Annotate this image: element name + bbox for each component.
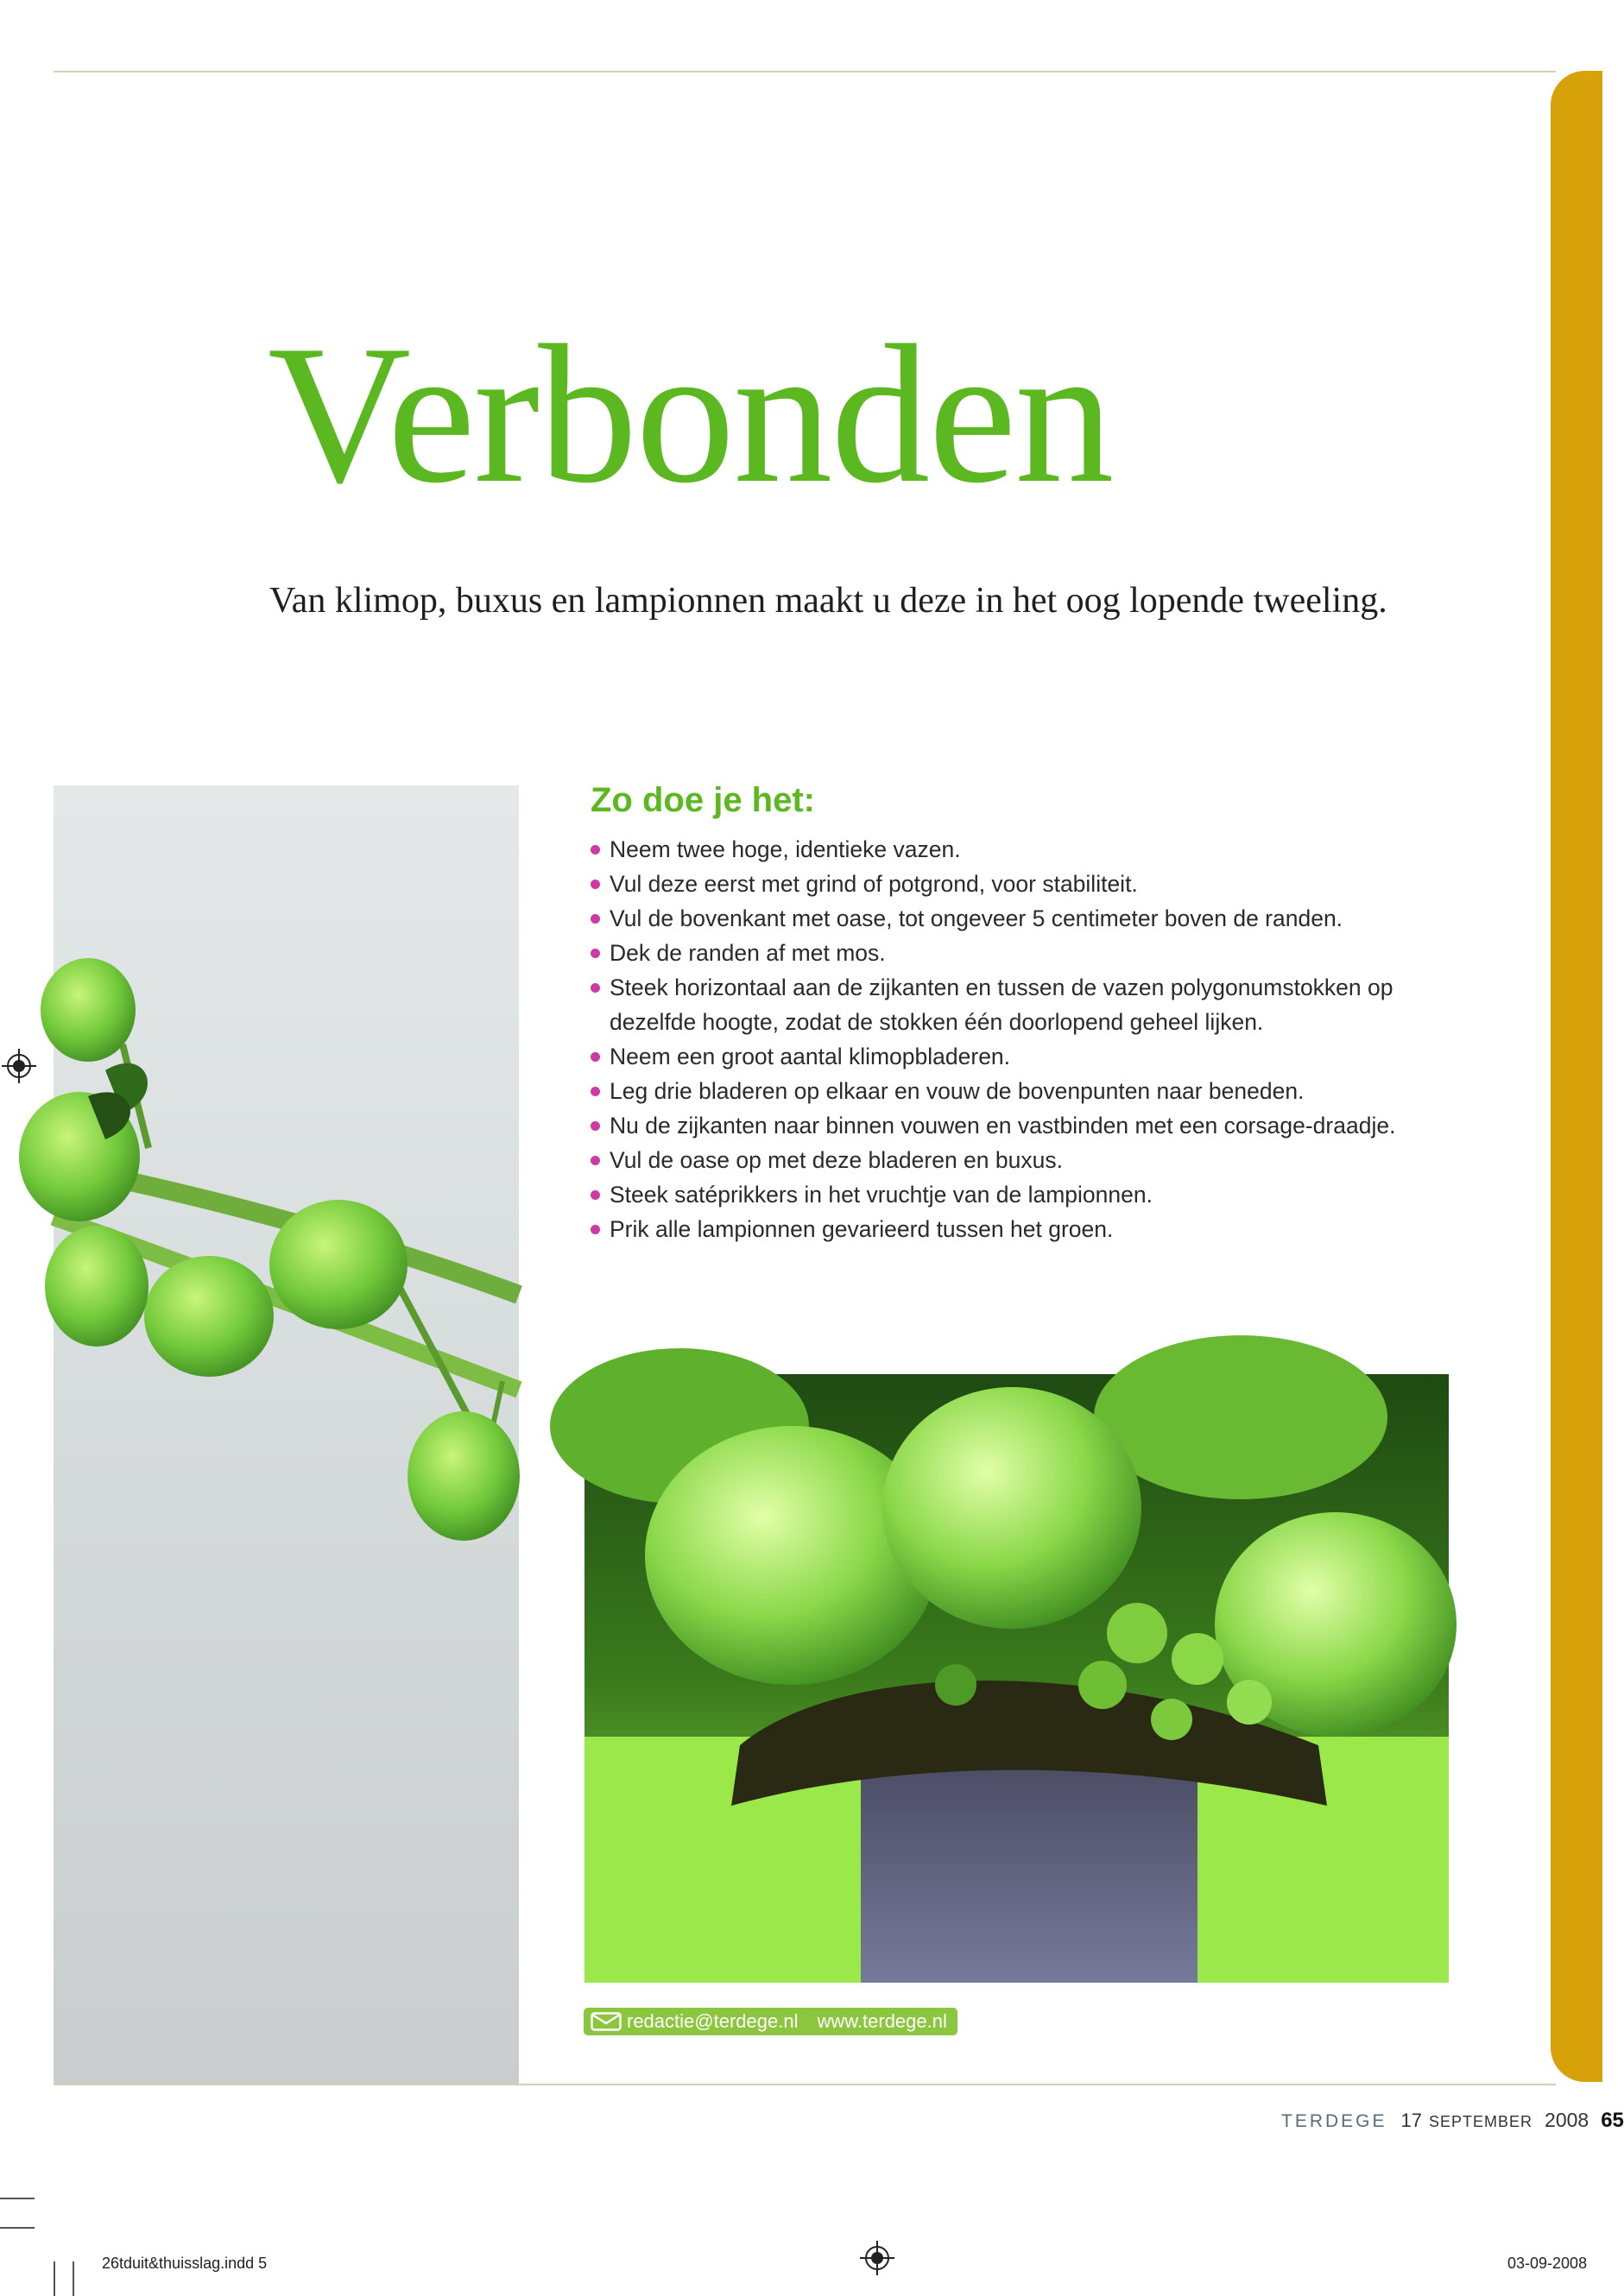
instruction-item: Steek satéprikkers in het vruchtje van de lampionnen. — [591, 1177, 1454, 1212]
footer-year: 2008 — [1545, 2109, 1589, 2131]
instruction-item: Nu de zijkanten naar binnen vouwen en vastbinden met een corsage-draadje. — [591, 1108, 1454, 1143]
footer-month: SEPTEMBER — [1429, 2113, 1533, 2130]
slug-filename: 26tduit&thuisslag.indd 5 — [102, 2255, 268, 2272]
top-rule — [54, 71, 1556, 73]
article-subtitle: Van klimop, buxus en lampionnen maakt u deze in het oog lopende tweeling. — [269, 581, 1387, 621]
contact-website[interactable]: www.terdege.nl — [817, 2010, 947, 2032]
bullet-dot — [591, 1225, 600, 1234]
instruction-item: Dek de randen af met mos. — [591, 936, 1454, 970]
bullet-dot — [591, 1121, 600, 1131]
instruction-item: Leg drie bladeren op elkaar en vouw de bovenpunten naar beneden. — [591, 1074, 1454, 1108]
instruction-item: Neem twee hoge, identieke vazen. — [591, 832, 1454, 867]
footer-day: 17 — [1400, 2110, 1422, 2131]
registration-mark-left — [2, 1049, 36, 1083]
arrangement-photo — [585, 1374, 1449, 1983]
instruction-item: Steek horizontaal aan de zijkanten en tussen de vazen polygonumstokken op dezelfde hoogte, zodat de stokken één doorlopend geheel lijken. — [591, 970, 1454, 1039]
bullet-dot — [591, 880, 600, 889]
contact-email[interactable]: redactie@terdege.nl — [627, 2010, 799, 2032]
crop-mark — [73, 2261, 74, 2296]
crop-mark — [0, 2227, 35, 2229]
crop-mark — [54, 2261, 55, 2296]
footer-magazine-name: TERDEGE — [1281, 2111, 1387, 2131]
instruction-item: Vul de oase op met deze bladeren en buxus. — [591, 1143, 1454, 1177]
registration-mark-bottom — [860, 2241, 894, 2275]
article-title: Verbonden — [268, 304, 1113, 524]
page-number: 65 — [1601, 2109, 1624, 2132]
instruction-item: Neem een groot aantal klimopbladeren. — [591, 1039, 1454, 1074]
crop-mark — [0, 2198, 35, 2199]
side-accent-bar — [1551, 71, 1602, 2082]
bullet-dot — [591, 1190, 600, 1200]
bullet-dot — [591, 1052, 600, 1062]
bullet-dot — [591, 914, 600, 924]
instruction-item: Vul deze eerst met grind of potgrond, voor stabiliteit. — [591, 867, 1454, 901]
instruction-item: Vul de bovenkant met oase, tot ongeveer 5 centimeter boven de randen. — [591, 901, 1454, 936]
bullet-dot — [591, 845, 600, 855]
bottom-rule — [54, 2084, 1556, 2085]
instructions-heading: Zo doe je het: — [591, 781, 815, 819]
lampion-branch-photo — [54, 785, 519, 2084]
bullet-dot — [591, 983, 600, 993]
slug-date: 03-09-2008 — [1507, 2255, 1588, 2272]
bullet-dot — [591, 949, 600, 958]
contact-badge — [584, 2008, 957, 2035]
instructions — [591, 781, 1454, 1246]
instructions-list — [591, 832, 1454, 1246]
page-footer — [1281, 2109, 1624, 2133]
bullet-dot — [591, 1087, 600, 1096]
envelope-icon — [591, 2012, 622, 2031]
instruction-item: Prik alle lampionnen gevarieerd tussen het groen. — [591, 1212, 1454, 1246]
bullet-dot — [591, 1156, 600, 1165]
